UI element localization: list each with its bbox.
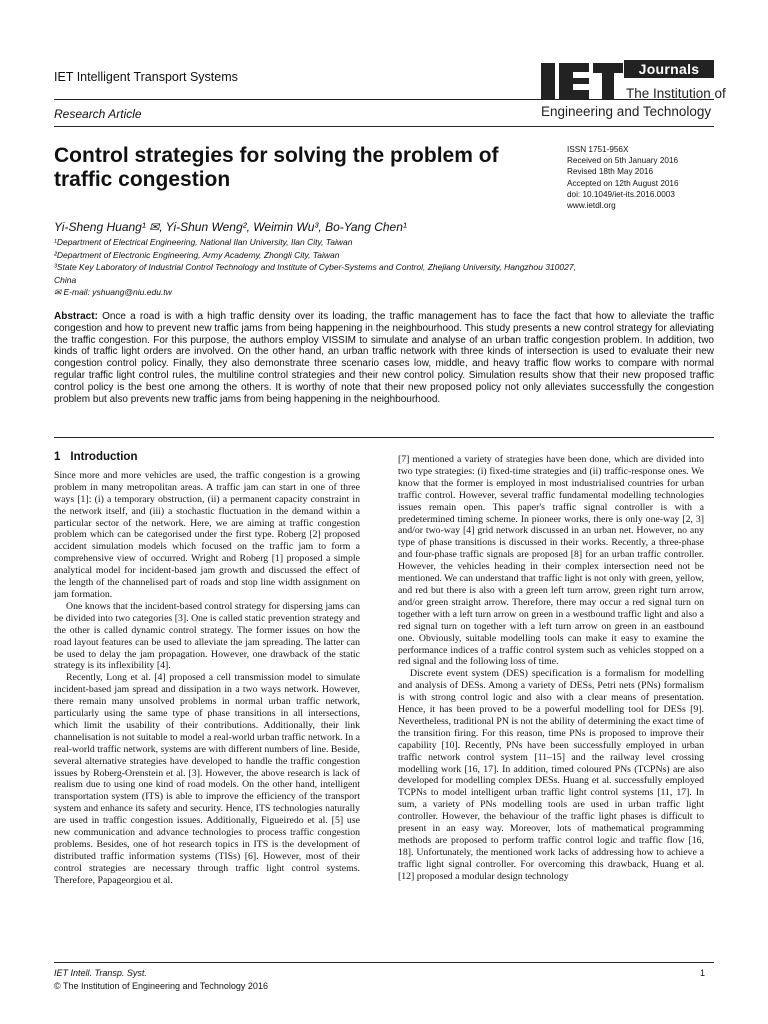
abstract bbox=[54, 311, 714, 405]
received-date: Received on 5th January 2016 bbox=[567, 156, 679, 166]
iet-logo bbox=[541, 57, 625, 101]
accepted-date: Accepted on 12th August 2016 bbox=[567, 178, 679, 188]
column-left bbox=[54, 452, 360, 887]
paragraph: Discrete event system (DES) specification is a formalism for modelling and analysis of DESs. Among a variety of DESs, Petri nets (PNs) formalism is with strong control logic and also with a clear means of presentation. Hence, it has been proved to be a powerful modelling tool for DESs [9]. Nevertheless, traditional PN is not the ability of determining the exact time of the transition firing. For this reason, time PNs is proposed to improve their capability [10]. Recently, PNs have been successfully employed in urban traffic network control system [11–15] and the railway level crossing modelling work [16, 17]. In addition, timed coloured PNs (TCPNs) are also developed for modelling complex DESs. Huang et al. successfully employed TCPNs to model intelligent urban traffic light control systems [11, 17]. In sum, a variety of PNs modelling tools are used in urban traffic light controller. However, the behaviour of the traffic light phases is difficult to present in an easy way. Moreover, lots of mathematical programming methods are proposed to perform traffic control logic and traffic flow [16, 18]. Unfortunately, the mentioned work lacks of addressing how to achieve a traffic light signal controller. For overcoming this drawback, Huang et al. [12] proposed a modular design technology bbox=[398, 668, 704, 882]
affiliation-3-cont: China bbox=[54, 274, 77, 285]
article-meta bbox=[567, 144, 679, 211]
section-number: 1 bbox=[54, 451, 61, 463]
column-right bbox=[398, 454, 704, 883]
paragraph: [7] mentioned a variety of strategies have been done, which are divided into two type strategies: (i) fixed-time strategies and (ii) traffic-response ones. We know that the former is employed in most industrialised countries for urban traffic control. However, several traffic fundamental modelling technologies issues remain open. This paper's traffic signal controller is with a predetermined timing scheme. In pioneer works, there is only one-way [2, 3] and/or two-way [4] grid network discussed in an urban net. However, no any type of phase transitions is discussed in their works. Recently, a three-phase and four-phase traffic signals are proposed [8] for an urban traffic controller. However, the vehicles heading in their complex intersection need not be mentioned. We can understand that traffic light is not only with green, yellow, and red but there is also with a green left turn arrow, green right turn arrow, and/or green straight arrow. Therefore, there may occur a red signal turn on together with a left turn arrow on green in a westbound traffic light and also a red signal turn on together with a left turn arrow on green in an eastbound one. Obviously, suitable modelling tools can make it easy to examine the performance indices of a traffic control system such as vehicles stopped on a red signal and the following loss of time. bbox=[398, 454, 704, 668]
author-list: Yi-Sheng Huang¹ ✉, Yi-Shun Weng², Weimin Wu³, Bo-Yang Chen¹ bbox=[54, 220, 407, 234]
page-number: 1 bbox=[700, 968, 706, 978]
revised-date: Revised 18th May 2016 bbox=[567, 167, 654, 177]
abstract-text: Once a road is with a high traffic density over its loading, the traffic management has to face the fact that how to alleviate the traffic congestion and how to prevent new traffic jams from being happening in the neighbourhood. This study presents a new control strategy for alleviating the traffic congestion. For this purpose, the authors employ VISSIM to simulate and analyse of an urban traffic congestion problem. In addition, two kinds of traffic light orders are involved. On the other hand, an urban traffic network with three kinds of intersection is used to evaluate their new congestion control policy. Finally, they also demonstrate three scenario cases low, middle, and heavy traffic flow works to compare with normal regular traffic light control rules, the multiline control strategies and their new control policy. Simulation results show that their new proposed traffic control policy is the best one among the others. It is worthy of note that their new proposed policy not only alleviates successfully the congestion problem but also prevents new traffic jams from being happening in the neighbourhood. bbox=[54, 311, 714, 405]
journals-badge: Journals bbox=[624, 60, 714, 78]
affiliation-3: ³State Key Laboratory of Industrial Control Technology and Institute of Cyber-Systems and Control, Zhejiang University, Hangzhou 310027, bbox=[54, 262, 576, 272]
footer-copyright: © The Institution of Engineering and Technology 2016 bbox=[54, 981, 268, 991]
website-link[interactable]: www.ietdl.org bbox=[567, 201, 616, 211]
section-title: Introduction bbox=[70, 451, 138, 463]
footer-journal: IET Intell. Transp. Syst. bbox=[54, 968, 147, 978]
affiliations bbox=[54, 236, 714, 299]
institution-name-line2: Engineering and Technology bbox=[541, 104, 712, 119]
contact-email[interactable]: ✉ E-mail: yshuang@niu.edu.tw bbox=[54, 287, 172, 297]
paragraph: Recently, Long et al. [4] proposed a cell transmission model to simulate incident-based jam spread and dissipation in a two ways network. However, there remain many unsolved problems in normal urban traffic network, particularly using the same type of phase transitions in all intersections, which limit the usability of their contributions. Additionally, their link channelisation is not suitable to model a real-world urban traffic network. In a real-world traffic network, systems are with different numbers of line. Beside, several alternative strategies have developed to handle the traffic congestion issues by Roberg-Orenstein et al. [3]. However, the above research is lack of realism due to using one kind of road models. On the other hand, intelligent transportation system (ITS) is able to improve the efficiency of the transport system and enhance its safety and security. Hence, ITS technologies naturally are used in traffic congestion issues. Additionally, Figueiredo et al. [5] use new communication and advance technologies to process traffic congestion problems. Besides, one of hot research topics in ITS is the development of distributed traffic information systems (TISs) [6]. However, most of their control strategies are necessary through traffic light control systems. Therefore, Papageorgiou et al. bbox=[54, 672, 360, 886]
doi[interactable]: doi: 10.1049/iet-its.2016.0003 bbox=[567, 189, 675, 199]
issn: ISSN 1751-956X bbox=[567, 145, 629, 154]
footer-rule bbox=[54, 962, 714, 963]
affiliation-1: ¹Department of Electrical Engineering, National Ilan University, Ilan City, Taiwan bbox=[54, 237, 353, 247]
paper-title: Control strategies for solving the problem of traffic congestion bbox=[54, 144, 499, 191]
abstract-rule bbox=[54, 437, 714, 438]
paragraph: Since more and more vehicles are used, the traffic congestion is a growing problem in many metropolitan areas. A traffic jam can start in one of three ways [1]: (i) a temporary obstruction, (ii) a permanent capacity constraint in the network itself, and (iii) a stochastic fluctuation in the demand within a particular sector of the network. Here, we are aiming at traffic congestion problem which can be categorised under the first type. Roberg [2] proposed accident simulation models which focused on the traffic jam to form a comprehensive view of occurred. Wright and Roberg [1] proposed a simple analytical model for incident-based jam growth and discussed the effect of the length of the channelised part of roads and stop line width assignment on jam formation. bbox=[54, 469, 360, 600]
journal-name: IET Intelligent Transport Systems bbox=[54, 70, 238, 84]
section-heading bbox=[54, 452, 360, 464]
paragraph: One knows that the incident-based control strategy for dispersing jams can be divided into two categories [3]. One is called static prevention strategy and the other is called dynamic control strategy. The former issues on how the road layout features can be used to alleviate the jam spreading. The latter can be used to delay the jam propagation. However, one drawback of the static strategy is its inflexibility [4]. bbox=[54, 600, 360, 672]
article-type: Research Article bbox=[54, 107, 142, 121]
header-rule-lower bbox=[54, 126, 714, 127]
abstract-label: Abstract: bbox=[54, 311, 98, 322]
affiliation-2: ²Department of Electronic Engineering, Army Academy, Zhongli City, Taiwan bbox=[54, 249, 340, 260]
institution-name-line1: The Institution of bbox=[626, 86, 726, 101]
